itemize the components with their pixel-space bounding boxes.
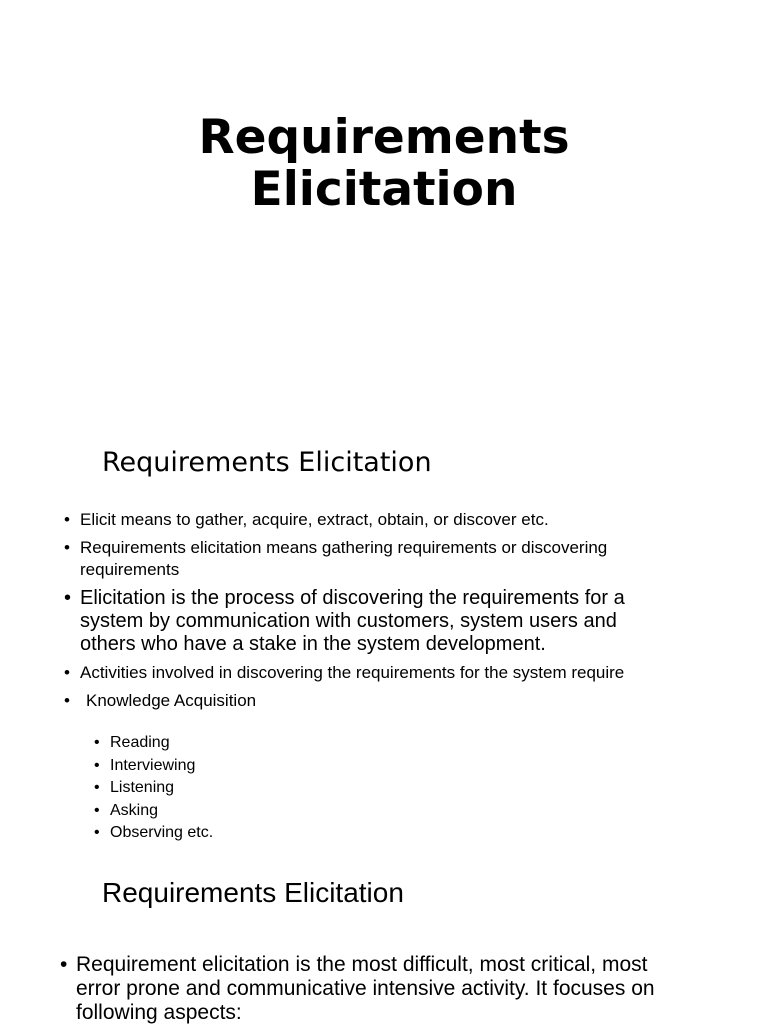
slide3-bullet-list [60,953,660,1024]
title-slide [0,112,768,216]
slide3-heading: Requirements Elicitation [102,877,404,908]
slide2-bullet-list [64,509,654,713]
list-item: • Knowledge Acquisition [64,690,654,712]
sub-list-item: • Listening [94,777,494,800]
list-item: • Requirement elicitation is the most difficult, most critical, most error prone and communicative intensive activity. It focuses on following aspects: [60,953,660,1024]
slide2-heading: Requirements Elicitation [102,447,432,478]
title-line-2: Elicitation [250,162,518,217]
slide2-sub-bullet-list [94,732,494,845]
sub-list-item: • Interviewing [94,755,494,778]
list-item: • Elicit means to gather, acquire, extract, obtain, or discover etc. [64,509,654,531]
list-item: • Activities involved in discovering the requirements for the system require [64,662,654,684]
sub-list-item: • Reading [94,732,494,755]
title-line-1: Requirements [198,110,570,165]
list-item: • Requirements elicitation means gathering requirements or discovering requirements [64,537,654,581]
list-item: • Elicitation is the process of discovering the requirements for a system by communication with customers, system users and others who have a stake in the system development. [64,587,654,656]
sub-list-item: • Asking [94,800,494,823]
sub-list-item: • Observing etc. [94,822,494,845]
